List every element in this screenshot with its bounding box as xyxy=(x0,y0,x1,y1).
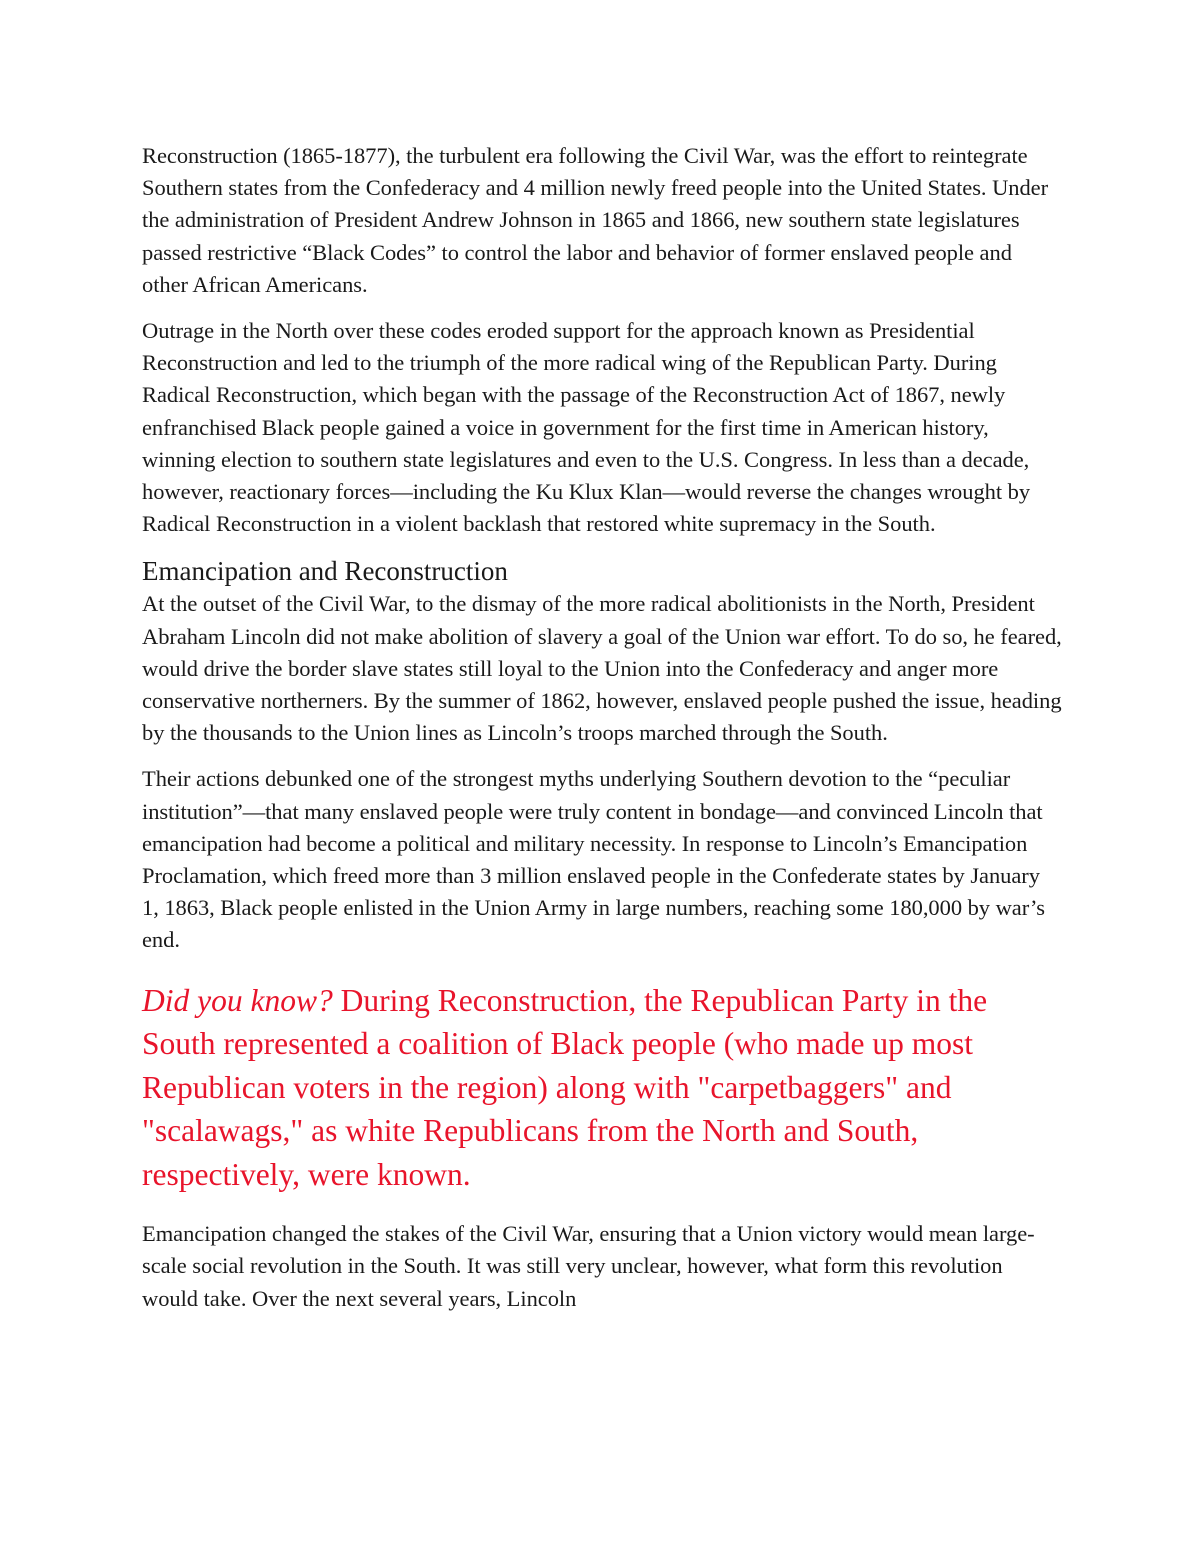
callout-text: During Reconstruction, the Republican Party in the South represented a coalition of Black people (who made up most Republican voters in the region) along with "carpetbaggers" and "scalawags," as white Republicans from the North and South, respectively, were known. xyxy=(142,982,988,1192)
section-paragraph-1: At the outset of the Civil War, to the dismay of the more radical abolitionists in the North, President Abraham Lincoln did not make abolition of slavery a goal of the Union war effort. To do so, he feared, would drive the border slave states still loyal to the Union into the Confederacy and anger more conservative northerners. By the summer of 1862, however, enslaved people pushed the issue, heading by the thousands to the Union lines as Lincoln’s troops marched through the South. xyxy=(142,591,1062,746)
did-you-know-callout xyxy=(142,979,1062,1197)
intro-paragraph-1: Reconstruction (1865-1877), the turbulent era following the Civil War, was the effort to reintegrate Southern states from the Confederacy and 4 million newly freed people into the United States. Under the administration of President Andrew Johnson in 1865 and 1866, new southern state legislatures passed restrictive “Black Codes” to control the labor and behavior of former enslaved people and other African Americans. xyxy=(142,143,1049,297)
callout-lead: Did you know? xyxy=(142,982,333,1018)
section-paragraph-2: Their actions debunked one of the strongest myths underlying Southern devotion to the “peculiar institution”—that many enslaved people were truly content in bondage—and convinced Lincoln that emancipation had become a political and military necessity. In response to Lincoln’s Emancipation Proclamation, which freed more than 3 million enslaved people in the Confederate states by January 1, 1863, Black people enlisted in the Union Army in large numbers, reaching some 180,000 by war’s end. xyxy=(142,766,1045,953)
section-heading: Emancipation and Reconstruction xyxy=(142,556,508,587)
final-paragraph: Emancipation changed the stakes of the Civil War, ensuring that a Union victory would mean large-scale social revolution in the South. It was still very unclear, however, what form this revolution would take. Over the next several years, Lincoln xyxy=(142,1221,1035,1311)
intro-paragraph-2: Outrage in the North over these codes eroded support for the approach known as Presidential Reconstruction and led to the triumph of the more radical wing of the Republican Party. During Radical Reconstruction, which began with the passage of the Reconstruction Act of 1867, newly enfranchised Black people gained a voice in government for the first time in American history, winning election to southern state legislatures and even to the U.S. Congress. In less than a decade, however, reactionary forces—including the Ku Klux Klan—would reverse the changes wrought by Radical Reconstruction in a violent backlash that restored white supremacy in the South. xyxy=(142,318,1031,537)
document-page xyxy=(142,140,1062,1329)
